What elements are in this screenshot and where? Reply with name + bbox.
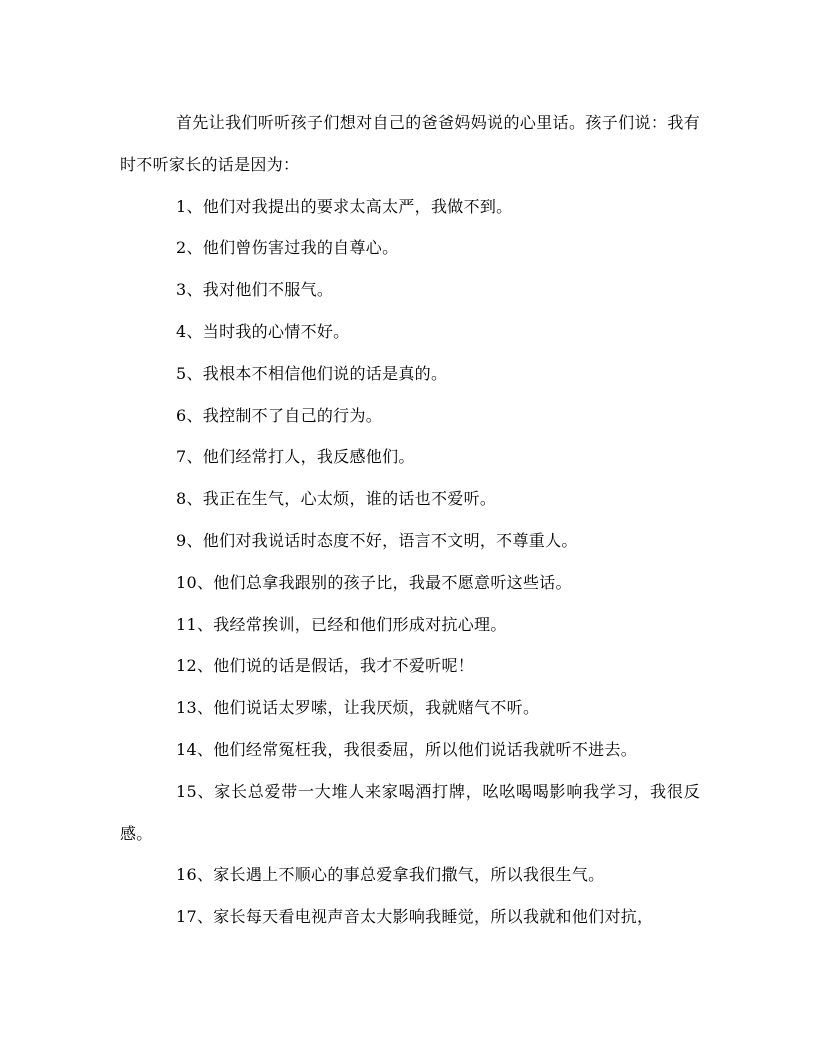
intro-paragraph: 首先让我们听听孩子们想对自己的爸爸妈妈说的心里话。孩子们说：我有时不听家长的话是因为： [120, 113, 700, 174]
list-item: 10、他们总拿我跟别的孩子比，我最不愿意听这些话。 [176, 572, 572, 592]
list-item: 13、他们说话太罗嗦，让我厌烦，我就赌气不听。 [176, 698, 540, 718]
list-item: 15、家长总爱带一大堆人来家喝酒打牌，吆吆喝喝影响我学习，我很反感。 [120, 781, 700, 843]
list-item: 2、他们曾伤害过我的自尊心。 [176, 238, 399, 258]
list-item: 11、我经常挨训，已经和他们形成对抗心理。 [176, 614, 507, 634]
list-item: 8、我正在生气，心太烦，谁的话也不爱听。 [176, 489, 497, 509]
list-item: 7、他们经常打人，我反感他们。 [176, 447, 415, 467]
list-item: 4、当时我的心情不好。 [176, 321, 350, 341]
list-item: 9、他们对我说话时态度不好，语言不文明，不尊重人。 [176, 530, 578, 550]
list-item: 5、我根本不相信他们说的话是真的。 [176, 363, 448, 383]
list-item: 1、他们对我提出的要求太高太严，我做不到。 [176, 196, 513, 216]
list-item: 6、我控制不了自己的行为。 [176, 405, 383, 425]
list-item: 17、家长每天看电视声音太大影响我睡觉，所以我就和他们对抗， [176, 907, 654, 927]
list-item: 16、家长遇上不顺心的事总爱拿我们撒气，所以我很生气。 [176, 865, 605, 885]
list-item: 12、他们说的话是假话，我才不爱听呢！ [176, 656, 475, 676]
list-item: 3、我对他们不服气。 [176, 280, 334, 300]
list-item: 14、他们经常冤枉我，我很委屈，所以他们说话我就听不进去。 [176, 739, 638, 759]
document-body [120, 102, 700, 938]
